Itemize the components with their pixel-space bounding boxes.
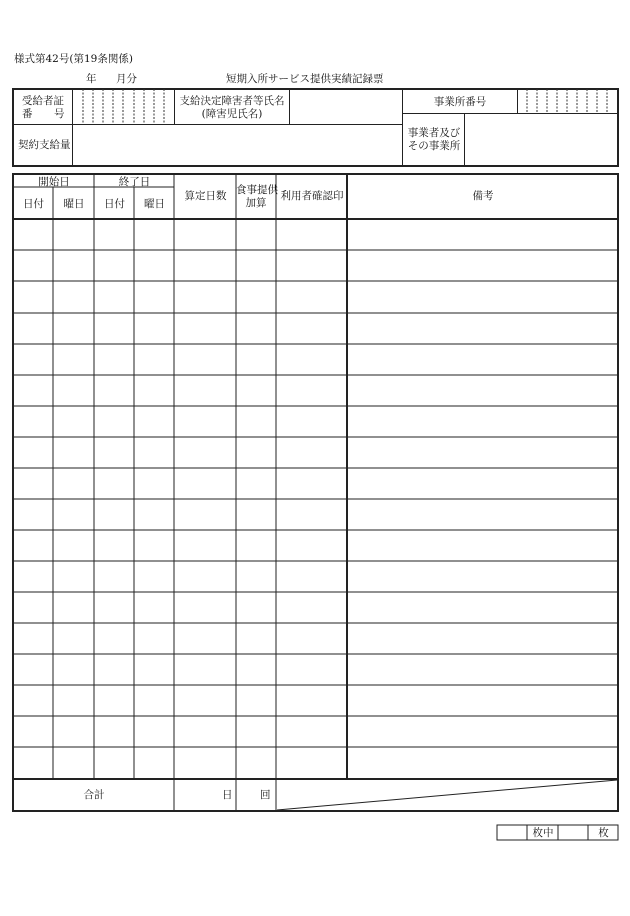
period-year: 年 (86, 73, 97, 85)
contract-amount-label: 契約支給量 (18, 139, 71, 151)
provider-label-2: その事業所 (407, 140, 461, 152)
recipient-id-label: 受給者証 (22, 95, 64, 107)
child-name-label: (障害児氏名) (201, 108, 263, 120)
form-number: 様式第42号(第19条関係) (14, 53, 133, 65)
remarks-header: 備考 (472, 190, 494, 202)
recipient-id-label-ban: 番 (22, 108, 33, 120)
recipient-id-label-go: 号 (54, 108, 65, 120)
total-times-unit: 回 (260, 789, 271, 801)
end-date-header: 終了日 (118, 176, 151, 188)
page-counter-total: 枚 (598, 827, 609, 839)
start-day-header: 日付 (23, 198, 44, 210)
meal-header-2: 加算 (245, 197, 267, 209)
office-number-label: 事業所番号 (433, 96, 487, 108)
page-counter-of: 枚中 (532, 827, 554, 839)
end-weekday-header: 曜日 (144, 198, 165, 210)
meal-header-1: 食事提供 (236, 184, 278, 196)
provider-label-1: 事業者及び (407, 127, 461, 139)
end-day-header: 日付 (104, 198, 125, 210)
calc-days-header: 算定日数 (184, 190, 227, 202)
start-weekday-header: 曜日 (63, 198, 85, 210)
total-days-unit: 日 (222, 789, 233, 801)
start-date-header: 開始日 (38, 176, 70, 188)
user-seal-header: 利用者確認印 (280, 190, 344, 202)
decision-name-label: 支給決定障害者等氏名 (179, 95, 285, 107)
period-month: 月分 (116, 73, 137, 85)
form-title: 短期入所サービス提供実績記録票 (226, 73, 384, 85)
total-label: 合計 (83, 789, 105, 801)
